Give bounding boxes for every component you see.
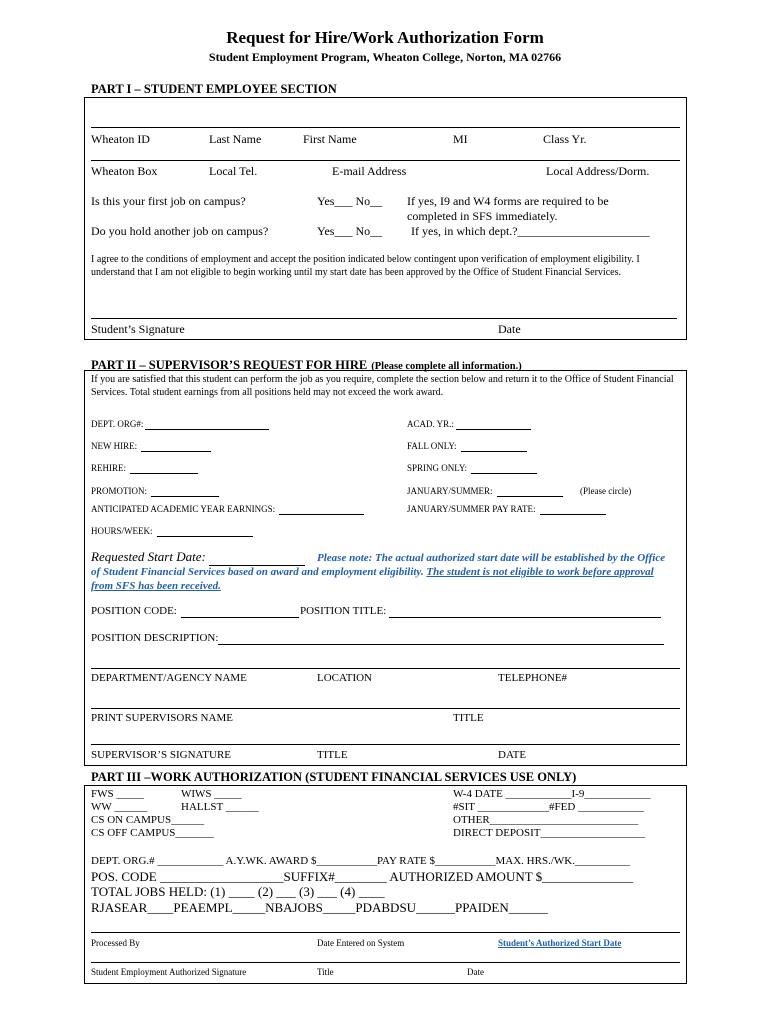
fws-field[interactable]: FWS _____ xyxy=(91,788,144,800)
part1-line-1 xyxy=(91,127,680,128)
spring-only-blank[interactable] xyxy=(471,463,537,474)
position-code-label: POSITION CODE: xyxy=(91,605,177,617)
position-title-field[interactable] xyxy=(300,605,661,618)
fall-only-field[interactable] xyxy=(407,441,527,452)
position-code-field[interactable] xyxy=(91,605,299,618)
part3-heading: PART III –WORK AUTHORIZATION (STUDENT FINANCIAL SERVICES USE ONLY) xyxy=(91,770,577,784)
position-title-label: POSITION TITLE: xyxy=(300,605,387,617)
promotion-label: PROMOTION: xyxy=(91,486,148,496)
dept-org-blank[interactable] xyxy=(145,419,269,430)
wheaton-box-label: Wheaton Box xyxy=(91,164,158,178)
student-signature-line[interactable] xyxy=(91,318,677,319)
dept-agency-label: DEPARTMENT/AGENCY NAME xyxy=(91,672,247,684)
anticipated-earnings-label: ANTICIPATED ACADEMIC YEAR EARNINGS: xyxy=(91,504,276,514)
dept-org-award-line[interactable]: DEPT. ORG.# ____________ A.Y.WK. AWARD $___________PAY RATE $___________MAX. HRS./WK.__________ xyxy=(91,855,630,867)
start-note-c: The student is not eligible to work before approval xyxy=(426,566,654,578)
hours-week-label: HOURS/WEEK: xyxy=(91,526,153,536)
part1-line-2 xyxy=(91,160,680,161)
processed-by-line[interactable] xyxy=(91,932,680,933)
pos-code-line[interactable]: POS. CODE ___________________SUFFIX#________ AUTHORIZED AMOUNT $______________ xyxy=(91,869,634,884)
authorized-start-label: Student’s Authorized Start Date xyxy=(498,938,622,948)
start-note-line3: from SFS has been received. xyxy=(91,580,221,592)
acad-yr-blank[interactable] xyxy=(456,419,531,430)
wiws-field[interactable]: WIWS _____ xyxy=(181,788,242,800)
local-address-label: Local Address/Dorm. xyxy=(546,164,650,178)
promotion-field[interactable] xyxy=(91,486,219,497)
promotion-blank[interactable] xyxy=(151,486,219,497)
part1-box xyxy=(84,97,687,340)
jan-summer-blank[interactable] xyxy=(497,486,563,497)
email-label: E-mail Address xyxy=(332,164,407,178)
dept-org-field[interactable] xyxy=(91,419,269,430)
first-job-note-2: completed in SFS immediately. xyxy=(407,209,558,223)
w4-i9-field[interactable]: W-4 DATE ____________I-9____________ xyxy=(453,788,651,800)
dept-agency-line[interactable] xyxy=(91,668,680,669)
form-title: Request for Hire/Work Authorization Form xyxy=(226,28,544,47)
supervisor-title-label: TITLE xyxy=(453,712,484,724)
hours-week-field[interactable] xyxy=(91,526,253,537)
student-date-label: Date xyxy=(498,322,521,336)
position-description-field[interactable] xyxy=(91,632,664,645)
position-description-blank[interactable] xyxy=(218,632,664,645)
first-job-note-1: If yes, I9 and W4 forms are required to be xyxy=(407,194,609,208)
agreement-text: I agree to the conditions of employment and accept the position indicated below contingent upon verification of employment eligibility. I understand that I am not eligible to begin working until my start date has been approved by the Office of Student Financial Services. xyxy=(91,254,640,278)
processed-by-label: Processed By xyxy=(91,938,140,948)
supervisor-title-label-2: TITLE xyxy=(317,749,348,761)
cs-off-campus-field[interactable]: CS OFF CAMPUS_______ xyxy=(91,827,214,839)
acad-yr-field[interactable] xyxy=(407,419,531,430)
total-jobs-line[interactable]: TOTAL JOBS HELD: (1) ____ (2) ___ (3) ___ (4) ____ xyxy=(91,884,385,899)
first-job-question: Is this your first job on campus? xyxy=(91,194,246,208)
dept-org-label: DEPT. ORG#: xyxy=(91,419,144,429)
direct-deposit-field[interactable]: DIRECT DEPOSIT___________________ xyxy=(453,827,645,839)
se-title-label: Title xyxy=(317,967,334,977)
se-signature-line[interactable] xyxy=(91,962,680,963)
fall-only-blank[interactable] xyxy=(461,441,527,452)
hours-week-blank[interactable] xyxy=(157,526,253,537)
spring-only-label: SPRING ONLY: xyxy=(407,463,468,473)
se-signature-label: Student Employment Authorized Signature xyxy=(91,967,247,977)
anticipated-earnings-blank[interactable] xyxy=(279,504,364,515)
telephone-label: TELEPHONE# xyxy=(498,672,568,684)
cs-on-campus-field[interactable]: CS ON CAMPUS______ xyxy=(91,814,205,826)
student-signature-label: Student’s Signature xyxy=(91,322,185,336)
supervisor-date-label: DATE xyxy=(498,749,527,761)
supervisor-signature-label: SUPERVISOR’S SIGNATURE xyxy=(91,749,232,761)
new-hire-blank[interactable] xyxy=(141,441,211,452)
spring-only-field[interactable] xyxy=(407,463,537,474)
wheaton-id-label: Wheaton ID xyxy=(91,132,150,146)
part2-heading: PART II – SUPERVISOR’S REQUEST FOR HIRE xyxy=(91,358,368,372)
new-hire-label: NEW HIRE: xyxy=(91,441,138,451)
ww-field[interactable]: WW ______ xyxy=(91,801,148,813)
position-title-blank[interactable] xyxy=(389,605,661,618)
anticipated-earnings-field[interactable] xyxy=(91,504,364,515)
local-tel-label: Local Tel. xyxy=(209,164,258,178)
mi-label: MI xyxy=(453,132,468,146)
requested-start-field[interactable] xyxy=(91,549,305,566)
another-job-dept[interactable]: If yes, in which dept.?______________________ xyxy=(411,224,650,238)
supervisor-signature-line[interactable] xyxy=(91,744,680,745)
rehire-field[interactable] xyxy=(91,463,198,474)
date-entered-label: Date Entered on System xyxy=(317,938,405,948)
start-note-line1: Please note: The actual authorized start date will be established by the Office xyxy=(317,552,666,564)
part1-heading: PART I – STUDENT EMPLOYEE SECTION xyxy=(91,82,337,96)
part2-intro: If you are satisfied that this student can perform the job as you require, complete the section below and return it to the Office of Student Financial Services. Total student earnings from all positions held may not exceed the work award. xyxy=(91,374,674,398)
start-note-line2 xyxy=(91,565,654,579)
rehire-blank[interactable] xyxy=(130,463,198,474)
part2-heading-note: (Please complete all information.) xyxy=(371,361,522,372)
please-circle-note: (Please circle) xyxy=(580,486,632,496)
codes-line[interactable]: RJASEAR____PEAEMPL_____NBAJOBS_____PDABDSU______PPAIDEN______ xyxy=(91,900,548,915)
class-yr-label: Class Yr. xyxy=(543,132,587,146)
first-job-yes-no[interactable]: Yes___ No__ xyxy=(317,194,383,208)
jan-summer-field[interactable] xyxy=(407,486,563,497)
sit-fed-field[interactable]: #SIT _____________#FED ____________ xyxy=(453,801,645,813)
jan-summer-label: JANUARY/SUMMER: xyxy=(407,486,493,496)
form-subtitle: Student Employment Program, Wheaton College, Norton, MA 02766 xyxy=(208,50,562,64)
position-code-blank[interactable] xyxy=(181,605,299,618)
rehire-label: REHIRE: xyxy=(91,463,126,473)
start-note-b: of Student Financial Services based on award and employment eligibility. xyxy=(91,566,424,578)
another-job-yes-no[interactable]: Yes___ No__ xyxy=(317,224,383,238)
position-description-label: POSITION DESCRIPTION: xyxy=(91,632,219,644)
jan-summer-pay-field[interactable] xyxy=(407,504,606,515)
acad-yr-label: ACAD. YR.: xyxy=(407,419,454,429)
requested-start-blank[interactable] xyxy=(209,549,305,566)
jan-summer-pay-blank[interactable] xyxy=(540,504,606,515)
other-field[interactable]: OTHER___________________________ xyxy=(453,814,639,826)
hallst-field[interactable]: HALLST ______ xyxy=(181,801,259,813)
jan-summer-pay-label: JANUARY/SUMMER PAY RATE: xyxy=(407,504,536,514)
new-hire-field[interactable] xyxy=(91,441,211,452)
se-date-label: Date xyxy=(467,967,484,977)
requested-start-label: Requested Start Date: xyxy=(91,549,206,564)
location-label: LOCATION xyxy=(317,672,372,684)
last-name-label: Last Name xyxy=(209,132,262,146)
print-supervisor-label: PRINT SUPERVISORS NAME xyxy=(91,712,233,724)
another-job-question: Do you hold another job on campus? xyxy=(91,224,269,238)
print-supervisor-line[interactable] xyxy=(91,708,680,709)
fall-only-label: FALL ONLY: xyxy=(407,441,457,451)
first-name-label: First Name xyxy=(303,132,357,146)
